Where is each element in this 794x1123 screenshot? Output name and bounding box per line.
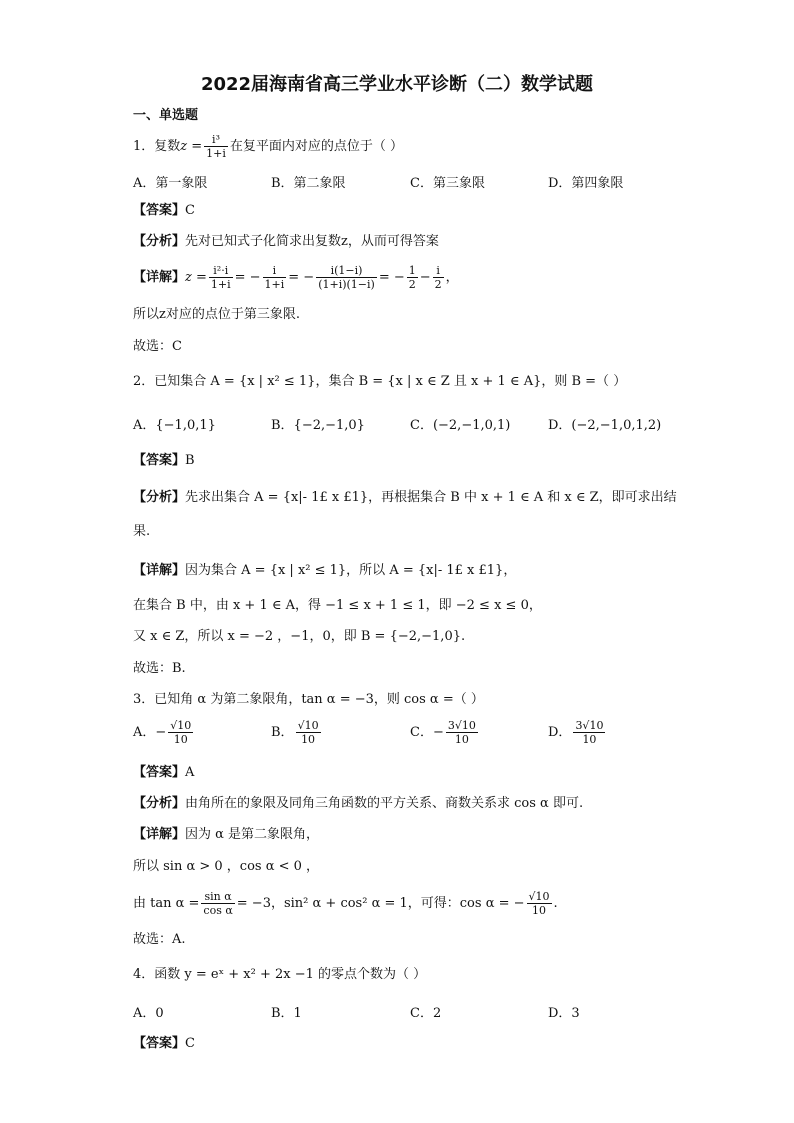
- q3-answer: 【答案】A: [133, 765, 195, 780]
- q3-detail-line3: 由 tan α = $\frac{\text{sin α}}{\text{cos α}}$ = −3，sin² α + cos² α = 1，可得：cos α = − $\frac{√10}{10}$ .: [133, 890, 558, 917]
- q1-conclusion: 故选：C: [133, 339, 182, 354]
- q3-detail-line2: 所以 sin α > 0 ，cos α < 0 ，: [133, 859, 320, 874]
- q3-option-c: C．− $\frac{3√10}{10}$: [410, 719, 476, 746]
- q3-option-a: A．− $\frac{√10}{10}$: [133, 719, 192, 746]
- q2-analysis: 【分析】先求出集合 A = {x|- 1£ x £1}，再根据集合 B 中 x + 1 ∈ A 和 x ∈ Z，即可求出结: [133, 490, 677, 505]
- q2-analysis-cont: 果.: [133, 524, 151, 539]
- q2-option-b: B．{−2,−1,0}: [271, 418, 365, 433]
- q4-option-b: B．1: [271, 1006, 302, 1021]
- q3-option-b: B． $\frac{√10}{10}$: [271, 719, 319, 746]
- q4-option-c: C．2: [410, 1006, 442, 1021]
- q1-stem: 1．复数z = $\frac{\text{i³}}{1+i}$ 在复平面内对应的点位于（ ）: [133, 133, 404, 160]
- q4-option-a: A．0: [133, 1006, 164, 1021]
- q1-option-d: D．第四象限: [548, 176, 624, 191]
- q2-option-a: A．{−1,0,1}: [133, 418, 216, 433]
- q4-answer: 【答案】C: [133, 1036, 195, 1051]
- q2-stem: 2．已知集合 A = {x | x² ≤ 1}，集合 B = {x | x ∈ Z 且 x + 1 ∈ A}，则 B =（ ）: [133, 374, 627, 389]
- q1-detail-line2: 所以z对应的点位于第三象限.: [133, 307, 300, 322]
- q1-option-b: B．第二象限: [271, 176, 346, 191]
- page-title: 2022届海南省高三学业水平诊断（二）数学试题: [200, 74, 594, 95]
- q1-analysis: 【分析】先对已知式子化简求出复数z，从而可得答案: [133, 234, 439, 249]
- q4-option-d: D．3: [548, 1006, 580, 1021]
- q1-stem-fraction: $\frac{\text{i³}}{1+i}$: [206, 133, 226, 160]
- q2-answer: 【答案】B: [133, 453, 195, 468]
- q2-option-c: C．(−2,−1,0,1): [410, 418, 511, 433]
- q2-conclusion: 故选：B.: [133, 661, 186, 676]
- section-heading: 一、单选题: [133, 108, 199, 123]
- q3-conclusion: 故选：A.: [133, 932, 186, 947]
- q2-detail-line3: 又 x ∈ Z，所以 x = −2 ，−1，0，即 B = {−2,−1,0}.: [133, 629, 466, 644]
- q2-option-d: D．(−2,−1,0,1,2): [548, 418, 662, 433]
- q1-detail: 【详解】z = $\frac{\text{i²·i}}{1+i}$ = − $\frac{i}{1+i}$ = − $\frac{i(1-i)}{(1+i)(1-i)}$ = − $\frac{1}{2}$ − $\frac{i}{2}$ ，: [133, 264, 459, 291]
- q1-option-a: A．第一象限: [133, 176, 208, 191]
- q3-stem: 3．已知角 α 为第二象限角，tan α = −3，则 cos α =（ ）: [133, 692, 484, 707]
- q3-analysis: 【分析】由角所在的象限及同角三角函数的平方关系、商数关系求 cos α 即可.: [133, 796, 584, 811]
- q1-option-c: C．第三象限: [410, 176, 485, 191]
- q3-detail: 【详解】因为 α 是第二象限角，: [133, 827, 320, 842]
- q2-detail: 【详解】因为集合 A = {x | x² ≤ 1}，所以 A = {x|- 1£ x £1}，: [133, 563, 517, 578]
- q4-stem: 4．函数 y = eˣ + x² + 2x −1 的零点个数为（ ）: [133, 967, 427, 982]
- q2-detail-line2: 在集合 B 中，由 x + 1 ∈ A，得 −1 ≤ x + 1 ≤ 1，即 −2 ≤ x ≤ 0，: [133, 598, 542, 613]
- q3-option-d: D． $\frac{3√10}{10}$: [548, 719, 604, 746]
- q1-answer: 【答案】C: [133, 203, 195, 218]
